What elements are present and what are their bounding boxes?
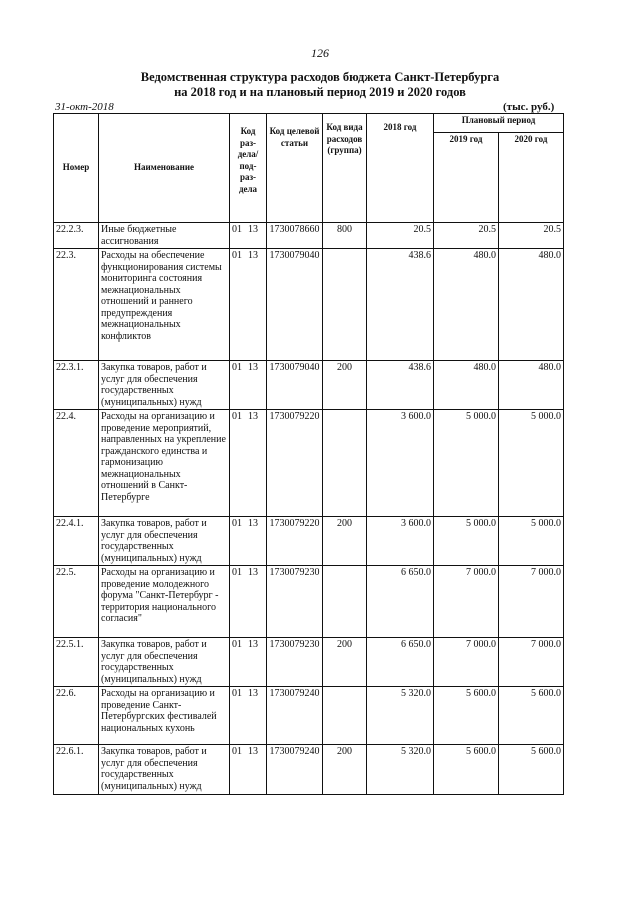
row-article-code: 1730079230 (267, 566, 323, 638)
header-article (267, 114, 323, 223)
row-section-code (230, 745, 267, 795)
row-value-2020: 480.0 (499, 361, 564, 410)
row-value-2018: 3 600.0 (367, 517, 434, 566)
row-number: 22.6.1. (54, 745, 99, 795)
row-kind-code (323, 249, 367, 361)
row-number: 22.6. (54, 687, 99, 745)
row-value-2019: 5 600.0 (434, 687, 499, 745)
row-value-2020: 5 600.0 (499, 687, 564, 745)
row-number: 22.3.1. (54, 361, 99, 410)
table-row (54, 517, 564, 566)
table-row (54, 223, 564, 249)
header-section-label: Код раз- дела/ под- раз- дела (237, 126, 259, 194)
header-2018-label: 2018 год (383, 122, 417, 132)
row-value-2019: 7 000.0 (434, 566, 499, 638)
subsection-code: 13 (248, 518, 258, 529)
row-kind-code (323, 687, 367, 745)
row-value-2020: 5 600.0 (499, 745, 564, 795)
header-kind (323, 114, 367, 223)
subsection-code: 13 (248, 746, 258, 757)
row-value-2018: 3 600.0 (367, 410, 434, 517)
row-article-code: 1730079040 (267, 249, 323, 361)
header-name: Наименование (99, 114, 230, 223)
table-row (54, 410, 564, 517)
row-kind-code: 200 (323, 517, 367, 566)
row-section-code (230, 249, 267, 361)
row-value-2019: 7 000.0 (434, 638, 499, 687)
subsection-code: 13 (248, 639, 258, 650)
row-name: Расходы на организацию и проведение мероприятий, направленных на укрепление гражданского единства и гармонизацию межнациональных отношений в Санкт-Петербурге (99, 410, 230, 517)
row-name: Закупка товаров, работ и услуг для обеспечения государственных (муниципальных) нужд (99, 361, 230, 410)
row-value-2018: 438.6 (367, 249, 434, 361)
table-row (54, 361, 564, 410)
row-number: 22.5. (54, 566, 99, 638)
document-title (0, 70, 640, 100)
row-value-2018: 6 650.0 (367, 638, 434, 687)
row-name: Закупка товаров, работ и услуг для обеспечения государственных (муниципальных) нужд (99, 638, 230, 687)
row-value-2018: 438.6 (367, 361, 434, 410)
section-code: 01 (232, 224, 242, 235)
row-section-code (230, 410, 267, 517)
subsection-code: 13 (248, 250, 258, 261)
row-value-2018: 6 650.0 (367, 566, 434, 638)
row-number: 22.5.1. (54, 638, 99, 687)
row-section-code (230, 566, 267, 638)
section-code: 01 (232, 567, 242, 578)
row-name: Иные бюджетные ассигнования (99, 223, 230, 249)
row-value-2020: 7 000.0 (499, 566, 564, 638)
budget-table (53, 113, 564, 795)
row-kind-code (323, 566, 367, 638)
row-number: 22.3. (54, 249, 99, 361)
subsection-code: 13 (248, 224, 258, 235)
row-value-2018: 5 320.0 (367, 687, 434, 745)
subsection-code: 13 (248, 688, 258, 699)
row-name: Расходы на организацию и проведение молодежного форума "Санкт-Петербург - территория национального согласия" (99, 566, 230, 638)
row-name: Закупка товаров, работ и услуг для обеспечения государственных (муниципальных) нужд (99, 517, 230, 566)
header-2018 (367, 114, 434, 223)
row-article-code: 1730079220 (267, 410, 323, 517)
row-value-2019: 5 000.0 (434, 410, 499, 517)
section-code: 01 (232, 411, 242, 422)
row-kind-code (323, 410, 367, 517)
row-value-2019: 5 000.0 (434, 517, 499, 566)
row-article-code: 1730079040 (267, 361, 323, 410)
row-name: Закупка товаров, работ и услуг для обеспечения государственных (муниципальных) нужд (99, 745, 230, 795)
row-value-2020: 20.5 (499, 223, 564, 249)
header-number: Номер (54, 114, 99, 223)
row-value-2020: 5 000.0 (499, 410, 564, 517)
title-line-1: Ведомственная структура расходов бюджета Санкт-Петербурга (140, 70, 500, 84)
header-2020: 2020 год (499, 133, 564, 223)
section-code: 01 (232, 688, 242, 699)
row-value-2019: 20.5 (434, 223, 499, 249)
section-code: 01 (232, 250, 242, 261)
row-value-2020: 7 000.0 (499, 638, 564, 687)
table-row (54, 687, 564, 745)
row-section-code (230, 517, 267, 566)
row-section-code (230, 361, 267, 410)
subsection-code: 13 (248, 362, 258, 373)
row-value-2020: 5 000.0 (499, 517, 564, 566)
table-row (54, 249, 564, 361)
header-section (230, 114, 267, 223)
row-value-2020: 480.0 (499, 249, 564, 361)
header-article-label: Код целевой статьи (269, 126, 320, 148)
row-value-2019: 480.0 (434, 249, 499, 361)
row-article-code: 1730079240 (267, 745, 323, 795)
document-date: 31-окт-2018 (55, 101, 114, 113)
row-value-2018: 20.5 (367, 223, 434, 249)
header-planned-period: Плановый период (434, 114, 564, 133)
row-name: Расходы на организацию и проведение Санкт-Петербургских фестивалей национальных кухонь (99, 687, 230, 745)
row-name: Расходы на обеспечение функционирования системы мониторинга состояния межнациональных отношений и раннего предупреждения межнациональных конфликтов (99, 249, 230, 361)
header-kind-label: Код вида расходов (группа) (326, 122, 363, 155)
row-kind-code: 200 (323, 638, 367, 687)
row-section-code (230, 223, 267, 249)
row-value-2018: 5 320.0 (367, 745, 434, 795)
row-article-code: 1730078660 (267, 223, 323, 249)
row-value-2019: 5 600.0 (434, 745, 499, 795)
table-row (54, 566, 564, 638)
units-label: (тыс. руб.) (503, 101, 555, 113)
section-code: 01 (232, 362, 242, 373)
row-kind-code: 800 (323, 223, 367, 249)
row-kind-code: 200 (323, 361, 367, 410)
page-number: 126 (311, 46, 329, 60)
row-number: 22.4.1. (54, 517, 99, 566)
row-kind-code: 200 (323, 745, 367, 795)
row-section-code (230, 687, 267, 745)
row-number: 22.2.3. (54, 223, 99, 249)
section-code: 01 (232, 746, 242, 757)
row-section-code (230, 638, 267, 687)
subsection-code: 13 (248, 567, 258, 578)
table-row (54, 638, 564, 687)
title-line-2: на 2018 год и на плановый период 2019 и 2020 годов (174, 85, 466, 99)
header-2019: 2019 год (434, 133, 499, 223)
section-code: 01 (232, 518, 242, 529)
row-article-code: 1730079220 (267, 517, 323, 566)
row-number: 22.4. (54, 410, 99, 517)
row-article-code: 1730079230 (267, 638, 323, 687)
subsection-code: 13 (248, 411, 258, 422)
table-row (54, 745, 564, 795)
row-article-code: 1730079240 (267, 687, 323, 745)
row-value-2019: 480.0 (434, 361, 499, 410)
section-code: 01 (232, 639, 242, 650)
